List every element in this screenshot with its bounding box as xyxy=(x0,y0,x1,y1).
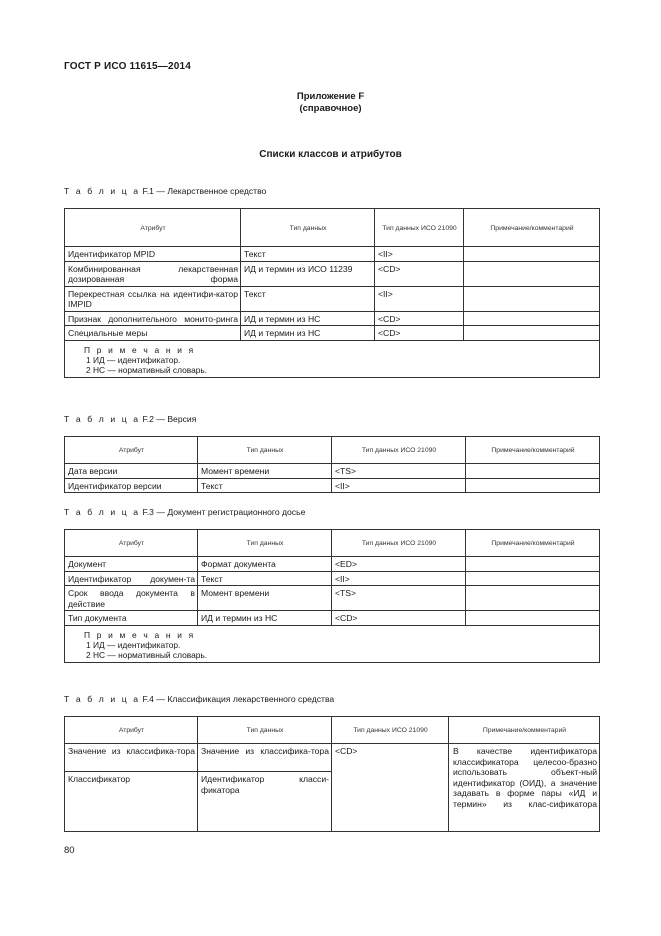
table-cell: Документ xyxy=(65,557,198,572)
notes-heading: П р и м е ч а н и я xyxy=(84,344,196,355)
table-cell: Текст xyxy=(198,571,332,586)
table-cell: Тип документа xyxy=(65,611,198,626)
table-cell: <CD> xyxy=(332,611,466,626)
table-cell: Значение из классифика-тора xyxy=(65,744,198,772)
table-cell: <CD> xyxy=(375,261,464,286)
header-cell: Тип данных xyxy=(198,717,332,744)
table-header-row xyxy=(65,437,600,464)
header-cell: Тип данных ИСО 21090 xyxy=(332,437,466,464)
table-caption xyxy=(64,414,196,424)
caption-text: F.4 — Классификация лекарственного средства xyxy=(142,694,335,704)
table-notes xyxy=(65,340,600,378)
notes-heading: П р и м е ч а н и я xyxy=(84,629,196,640)
table-row xyxy=(65,744,600,772)
table-cell: Момент времени xyxy=(198,464,332,479)
table-cell: <CD> xyxy=(375,326,464,341)
table-cell: Идентификатор класси-фикатора xyxy=(198,772,332,832)
header-cell: Примечание/комментарий xyxy=(466,437,600,464)
table-cell: <II> xyxy=(332,571,466,586)
table-row xyxy=(65,311,600,326)
header-cell: Тип данных ИСО 21090 xyxy=(375,209,464,247)
table-cell: Текст xyxy=(198,478,332,493)
table-cell: Признак дополнительного монито-ринга xyxy=(65,311,241,326)
table-notes-row xyxy=(65,340,600,378)
header-cell: Тип данных ИСО 21090 xyxy=(332,717,449,744)
table-cell: <TS> xyxy=(332,586,466,611)
header-cell: Тип данных ИСО 21090 xyxy=(332,530,466,557)
table-row xyxy=(65,286,600,311)
table-cell: Значение из классифика-тора xyxy=(198,744,332,772)
table-cell: Формат документа xyxy=(198,557,332,572)
note-line: 2 НС — нормативный словарь. xyxy=(86,650,208,661)
header-cell: Тип данных xyxy=(198,437,332,464)
table-row xyxy=(65,326,600,341)
table-cell: Идентификатор версии xyxy=(65,478,198,493)
table-f4 xyxy=(64,716,600,832)
table-caption xyxy=(64,507,305,517)
table-cell xyxy=(464,311,600,326)
table-row xyxy=(65,557,600,572)
table-cell xyxy=(466,571,600,586)
table-row xyxy=(65,478,600,493)
table-cell: Комбинированная лекарственная дозированная форма xyxy=(65,261,241,286)
header-cell: Атрибут xyxy=(65,209,241,247)
table-word: Т а б л и ц а xyxy=(64,186,141,196)
table-cell xyxy=(464,261,600,286)
table-cell: Идентификатор MPID xyxy=(65,247,241,262)
note-line: 2 НС — нормативный словарь. xyxy=(86,365,208,376)
table-cell: Специальные меры xyxy=(65,326,241,341)
table-row xyxy=(65,464,600,479)
table-header-row xyxy=(65,530,600,557)
table-row xyxy=(65,571,600,586)
appendix-type: (справочное) xyxy=(299,103,362,114)
note-line: 1 ИД — идентификатор. xyxy=(86,354,181,365)
section-title: Списки классов и атрибутов xyxy=(259,149,402,160)
table-cell: <TS> xyxy=(332,464,466,479)
table-row xyxy=(65,611,600,626)
header-cell: Тип данных xyxy=(198,530,332,557)
appendix-name: Приложение F xyxy=(296,91,365,102)
table-cell: Срок ввода документа в действие xyxy=(65,586,198,611)
header-cell: Примечание/комментарий xyxy=(449,717,600,744)
header-cell: Примечание/комментарий xyxy=(466,530,600,557)
table-cell: ИД и термин из НС xyxy=(241,311,375,326)
table-caption xyxy=(64,694,334,704)
table-notes-row xyxy=(65,625,600,663)
header-cell: Тип данных xyxy=(241,209,375,247)
table-word: Т а б л и ц а xyxy=(64,414,141,424)
table-cell: <CD> xyxy=(332,744,449,832)
table-cell xyxy=(464,286,600,311)
table-cell xyxy=(464,326,600,341)
table-cell: Классификатор xyxy=(65,772,198,832)
table-cell: <II> xyxy=(375,286,464,311)
note-line: 1 ИД — идентификатор. xyxy=(86,639,181,650)
table-cell: Идентификатор докумен-та xyxy=(65,571,198,586)
table-cell: ИД и термин из НС xyxy=(241,326,375,341)
page-number: 80 xyxy=(64,845,75,856)
table-cell: <ED> xyxy=(332,557,466,572)
table-notes xyxy=(65,625,600,663)
document-header: ГОСТ Р ИСО 11615—2014 xyxy=(64,61,192,72)
table-cell: Текст xyxy=(241,247,375,262)
table-cell: ИД и термин из ИСО 11239 xyxy=(241,261,375,286)
header-cell: Атрибут xyxy=(65,437,198,464)
table-row xyxy=(65,261,600,286)
table-caption xyxy=(64,186,266,196)
table-cell: В качестве идентификатора классификатора целесоо-бразно использовать объект-ный идентификатор (ОИД), а значение задавать в форме пары «ИД и термин» из клас-сификатора xyxy=(449,744,600,832)
table-header-row xyxy=(65,717,600,744)
table-cell: Дата версии xyxy=(65,464,198,479)
table-cell xyxy=(464,247,600,262)
caption-text: F.3 — Документ регистрационного досье xyxy=(142,507,306,517)
caption-text: F.1 — Лекарственное средство xyxy=(142,186,267,196)
appendix-title xyxy=(0,91,661,115)
table-cell xyxy=(466,464,600,479)
table-cell: <II> xyxy=(332,478,466,493)
table-cell: ИД и термин из НС xyxy=(198,611,332,626)
caption-text: F.2 — Версия xyxy=(142,414,197,424)
table-cell xyxy=(466,611,600,626)
table-f2 xyxy=(64,436,600,493)
header-cell: Примечание/комментарий xyxy=(464,209,600,247)
table-cell xyxy=(466,478,600,493)
table-f1 xyxy=(64,208,600,378)
table-row xyxy=(65,247,600,262)
table-header-row xyxy=(65,209,600,247)
table-cell: Момент времени xyxy=(198,586,332,611)
table-cell: Перекрестная ссылка на идентифи-катор IMPID xyxy=(65,286,241,311)
header-cell: Атрибут xyxy=(65,530,198,557)
table-word: Т а б л и ц а xyxy=(64,694,141,704)
table-cell xyxy=(466,586,600,611)
table-cell: Текст xyxy=(241,286,375,311)
table-cell xyxy=(466,557,600,572)
table-cell: <CD> xyxy=(375,311,464,326)
table-cell: <II> xyxy=(375,247,464,262)
table-row xyxy=(65,586,600,611)
table-word: Т а б л и ц а xyxy=(64,507,141,517)
table-f3 xyxy=(64,529,600,663)
header-cell: Атрибут xyxy=(65,717,198,744)
